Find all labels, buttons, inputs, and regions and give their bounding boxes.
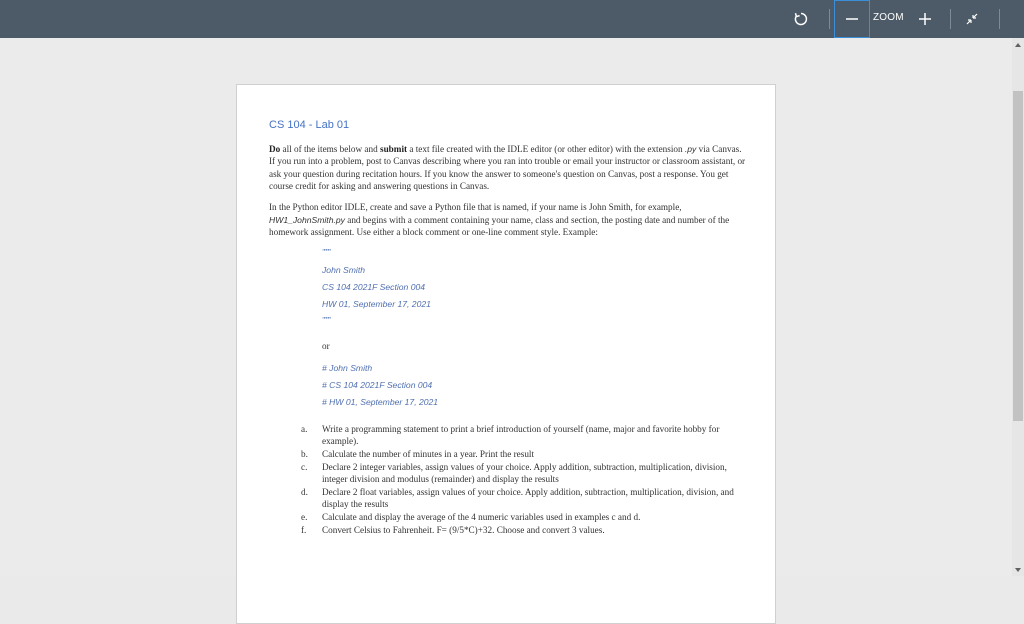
rotate-button[interactable] (786, 0, 816, 38)
block-comment-line: CS 104 2021F Section 004 (322, 281, 426, 292)
block-comment-line: John Smith (322, 264, 365, 275)
line-comment-line: # John Smith (322, 362, 373, 373)
list-item (269, 461, 747, 486)
list-item-text: Calculate and display the average of the 4 numeric variables used in examples c and d. (322, 511, 641, 522)
intro-bold-submit: submit (380, 143, 408, 154)
zoom-out-icon (845, 12, 859, 26)
list-item-text: Convert Celsius to Fahrenheit. F= (9/5*C)+32. Choose and convert 3 values. (322, 524, 605, 535)
list-item-letter: a. (301, 423, 308, 434)
list-item (269, 511, 747, 524)
line-comment-line: # CS 104 2021F Section 004 (322, 379, 433, 390)
intro-text-2: a text file created with the IDLE editor (or other editor) with the extension (407, 143, 685, 154)
intro-extension: .py (684, 143, 697, 154)
intro-text-3: via Canvas. If you run into a problem, post to Canvas describing where you ran into trouble or email your instructor or classroom assistant, or ask your question during recitation hours. If you know the answer to someone's question on Canvas, post a response. You get course credit for asking and answering questions in Canvas. (269, 143, 746, 192)
example-filename: HW1_JohnSmith.py (269, 214, 345, 225)
list-item-text: Declare 2 integer variables, assign values of your choice. Apply addition, subtraction, multiplication, division, integer division and modulus (remainder) and display the results (322, 461, 727, 485)
line-comment-line: # HW 01, September 17, 2021 (322, 396, 439, 407)
zoom-out-button[interactable] (834, 0, 870, 38)
task-list (269, 423, 747, 536)
vertical-scrollbar[interactable] (1012, 38, 1024, 576)
line-comment-example (322, 362, 747, 413)
list-item (269, 423, 747, 448)
zoom-label: ZOOM (873, 12, 904, 23)
list-item-letter: b. (301, 448, 308, 459)
list-item (269, 486, 747, 511)
toolbar-separator (999, 9, 1000, 29)
collapse-icon (965, 12, 979, 26)
viewer-toolbar (0, 0, 1024, 38)
list-item-text: Declare 2 float variables, assign values of your choice. Apply addition, subtraction, multiplication, division, and display the results (322, 486, 734, 510)
toolbar-separator (950, 9, 951, 29)
or-label: or (322, 340, 330, 351)
scroll-down-arrow-icon[interactable] (1015, 568, 1021, 572)
block-comment-quotes: """" (322, 248, 330, 256)
intro-paragraph (269, 143, 747, 193)
list-item-letter: d. (301, 486, 308, 497)
scroll-up-arrow-icon[interactable] (1015, 43, 1021, 47)
exit-fullscreen-button[interactable] (957, 0, 987, 38)
toolbar-separator (829, 9, 830, 29)
scrollbar-thumb[interactable] (1013, 91, 1023, 421)
list-item-text: Calculate the number of minutes in a year. Print the result (322, 448, 535, 459)
instructions-text-1: In the Python editor IDLE, create and save a Python file that is named, if your name is John Smith, for example, (269, 201, 682, 212)
instructions-text-2: and begins with a comment containing your name, class and section, the posting date and number of the homework assignment. Use either a block comment or one-line comment style. Example: (269, 214, 730, 238)
intro-bold-do: Do (269, 143, 281, 154)
list-item (269, 448, 747, 461)
zoom-in-button[interactable] (910, 0, 940, 38)
block-comment-quotes: """" (322, 316, 330, 324)
list-item-letter: c. (301, 461, 308, 472)
intro-text-1: all of the items below and (280, 143, 380, 154)
document-viewer (0, 38, 1012, 576)
block-comment-line: HW 01, September 17, 2021 (322, 298, 431, 309)
block-comment-example (322, 247, 747, 332)
instructions-paragraph (269, 201, 747, 239)
list-item-letter: e. (301, 511, 308, 522)
list-item (269, 524, 747, 537)
list-item-text: Write a programming statement to print a brief introduction of yourself (name, major and favorite hobby for example). (322, 423, 720, 447)
rotate-icon (793, 11, 809, 27)
list-item-letter: f. (301, 524, 307, 535)
document-page (236, 84, 776, 624)
page-title: CS 104 - Lab 01 (269, 119, 350, 131)
zoom-in-icon (918, 12, 932, 26)
page-content (269, 119, 747, 536)
